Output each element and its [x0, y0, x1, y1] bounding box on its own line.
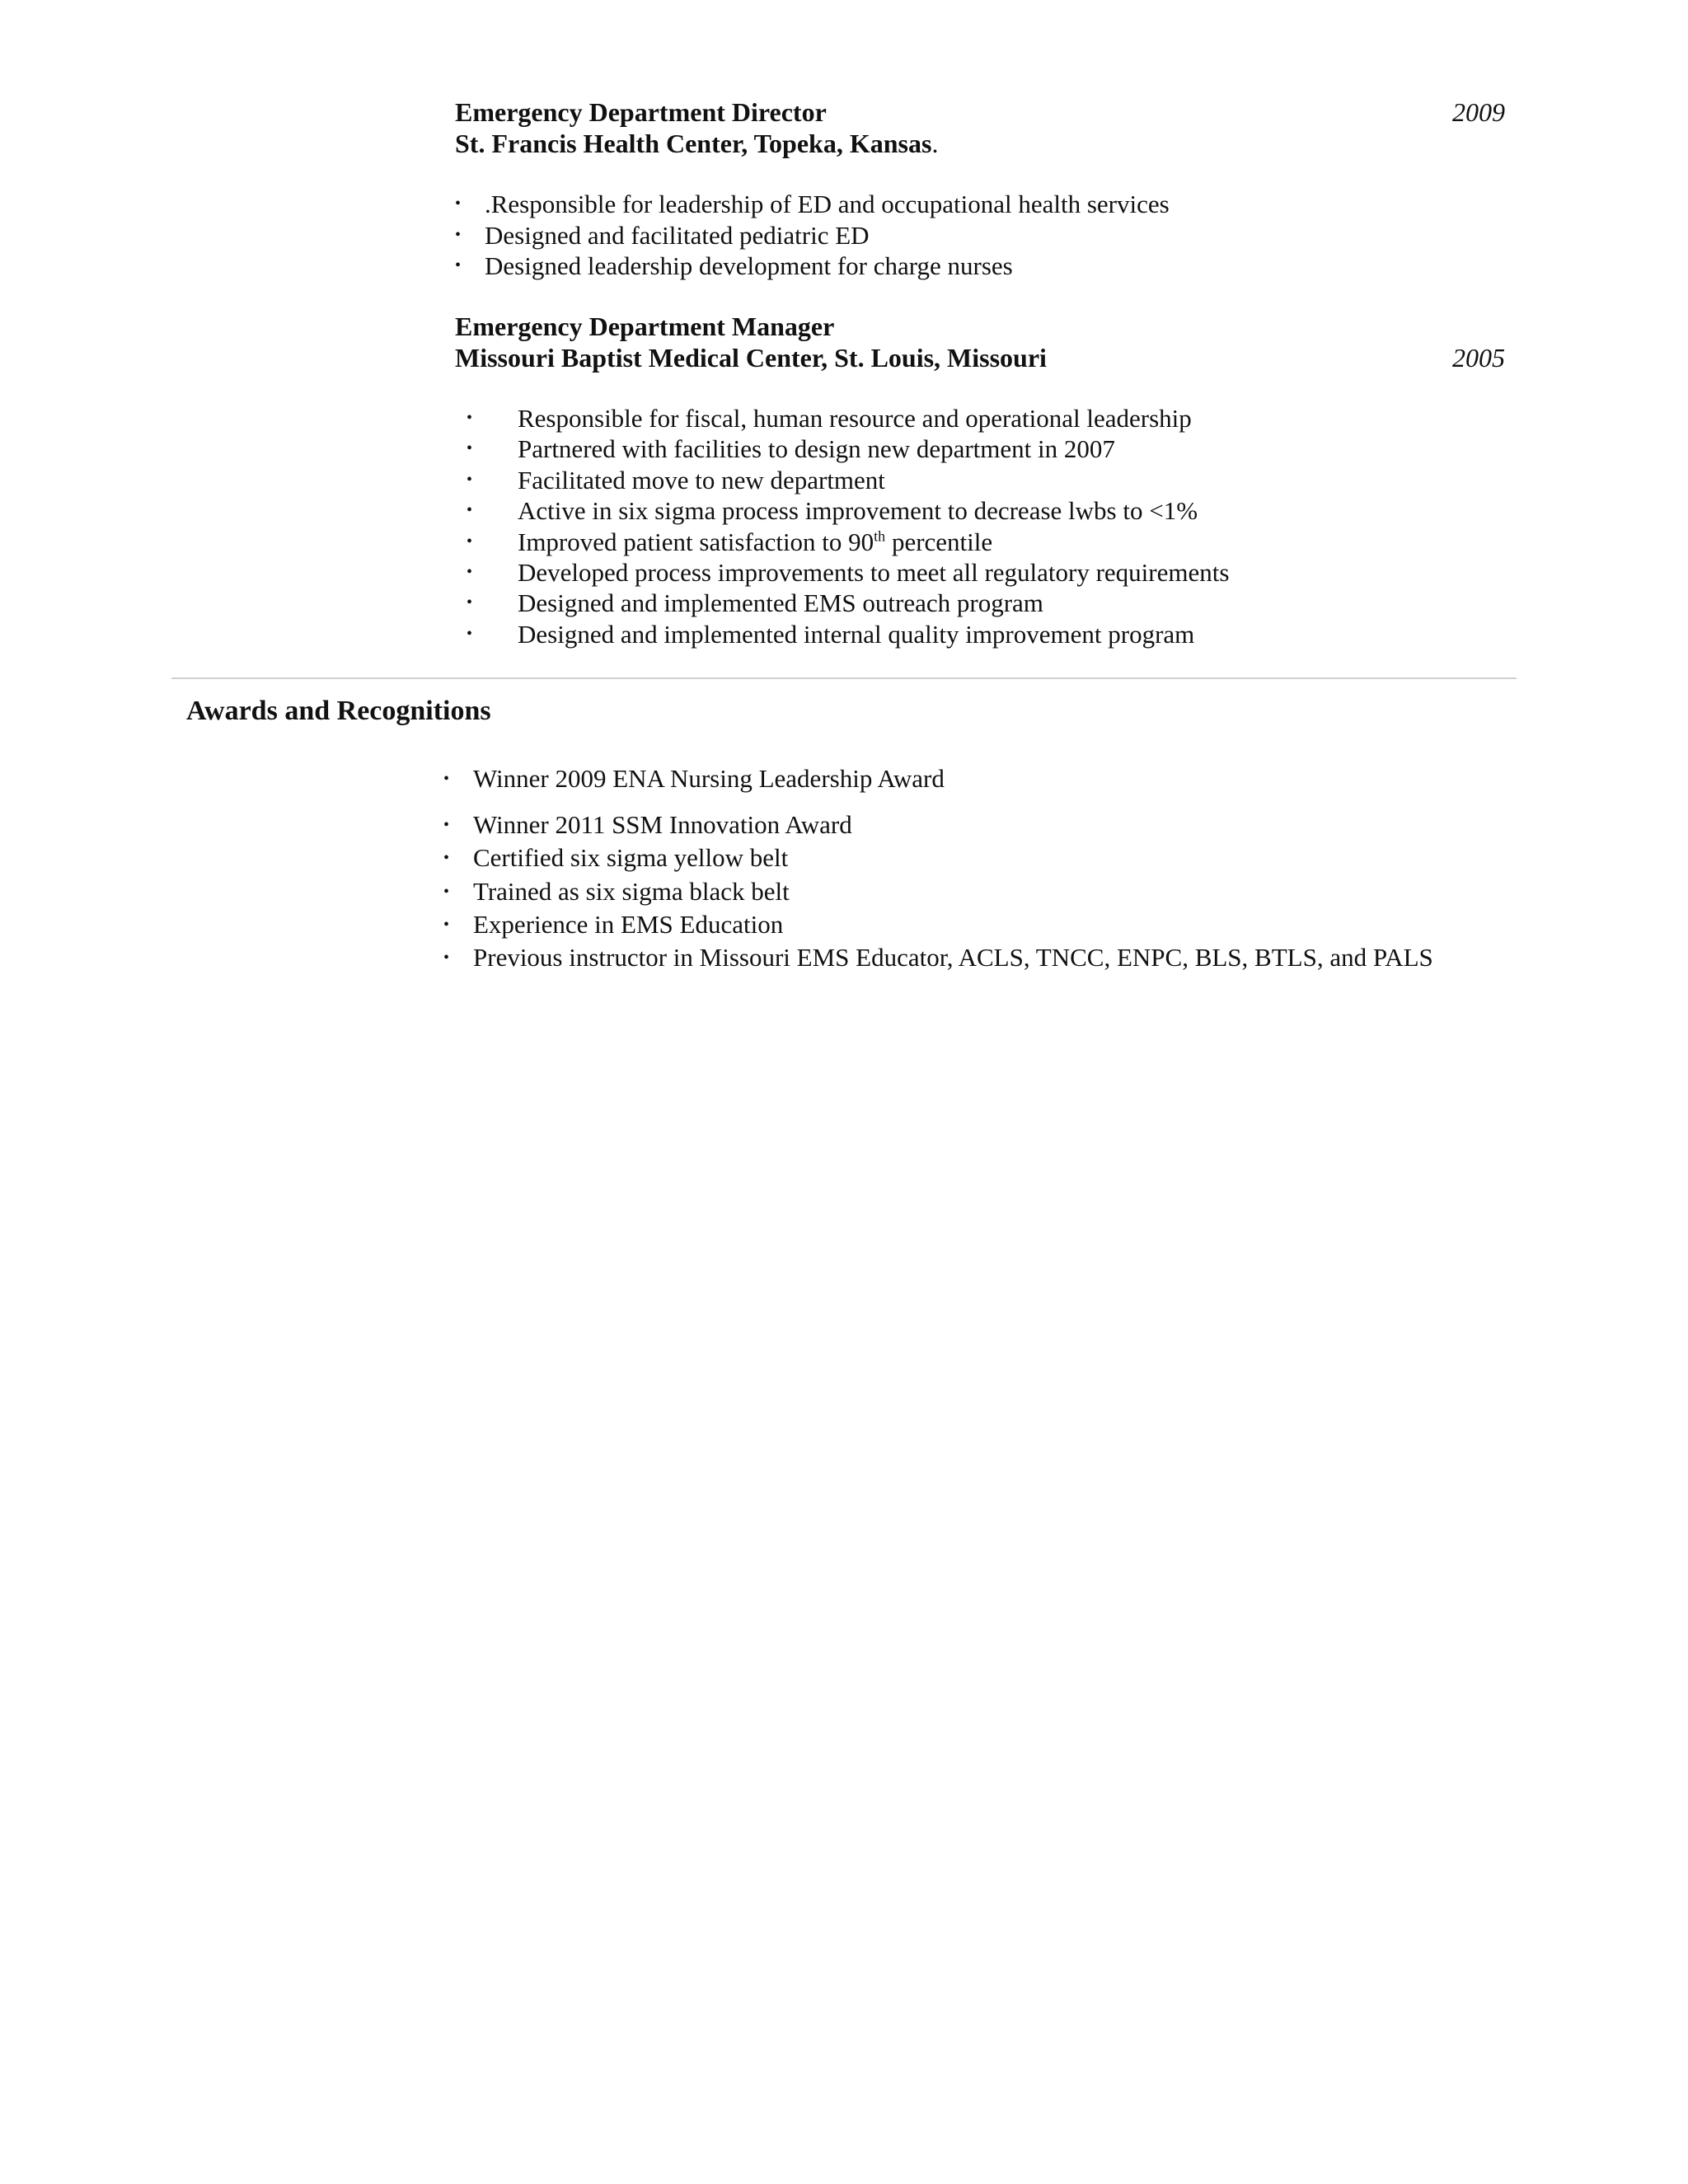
- job-title: [455, 311, 1505, 342]
- list-item: • Winner 2011 SSM Innovation Award: [443, 808, 1433, 841]
- job-year: 2009: [1452, 97, 1505, 127]
- organization-suffix: .: [931, 129, 939, 158]
- list-item-text: Improved patient satisfaction to 90: [518, 527, 874, 556]
- list-item: • Partnered with facilities to design new department in 2007: [467, 434, 1229, 464]
- job-organization: [455, 128, 1505, 159]
- job-responsibilities-list: [455, 189, 1170, 282]
- list-item: • Designed and implemented internal quality improvement program: [467, 619, 1229, 649]
- job-responsibilities-list: [467, 403, 1229, 649]
- list-item: [467, 527, 1229, 557]
- awards-list: [443, 762, 1433, 974]
- awards-heading: Awards and Recognitions: [186, 696, 491, 726]
- list-item: • Experience in EMS Education: [443, 908, 1433, 941]
- list-item: • .Responsible for leadership of ED and occupational health services: [455, 189, 1170, 220]
- job-title-text: Emergency Department Manager: [455, 312, 835, 341]
- list-item: • Certified six sigma yellow belt: [443, 841, 1433, 874]
- organization-text: Missouri Baptist Medical Center, St. Louis, Missouri: [455, 343, 1047, 373]
- job-title: [455, 96, 1505, 128]
- list-item-text-end: percentile: [885, 527, 993, 556]
- job-organization: [455, 342, 1505, 373]
- organization-text: St. Francis Health Center, Topeka, Kansas: [455, 129, 932, 158]
- job-title-text: Emergency Department Director: [455, 97, 827, 127]
- ordinal-suffix: th: [874, 527, 886, 545]
- list-item: • Responsible for fiscal, human resource and operational leadership: [467, 403, 1229, 434]
- list-item: • Winner 2009 ENA Nursing Leadership Award: [443, 762, 1433, 795]
- list-item: • Developed process improvements to meet all regulatory requirements: [467, 557, 1229, 588]
- list-item: • Active in six sigma process improvement to decrease lwbs to <1%: [467, 495, 1229, 526]
- list-item: • Trained as six sigma black belt: [443, 875, 1433, 908]
- list-item: • Designed leadership development for charge nurses: [455, 251, 1170, 282]
- list-item: • Designed and facilitated pediatric ED: [455, 220, 1170, 251]
- list-item: • Designed and implemented EMS outreach program: [467, 588, 1229, 618]
- list-item: • Previous instructor in Missouri EMS Educator, ACLS, TNCC, ENPC, BLS, BTLS, and PALS: [443, 941, 1433, 974]
- job-year: 2005: [1452, 343, 1505, 373]
- section-divider: [171, 677, 1517, 679]
- list-item: • Facilitated move to new department: [467, 465, 1229, 495]
